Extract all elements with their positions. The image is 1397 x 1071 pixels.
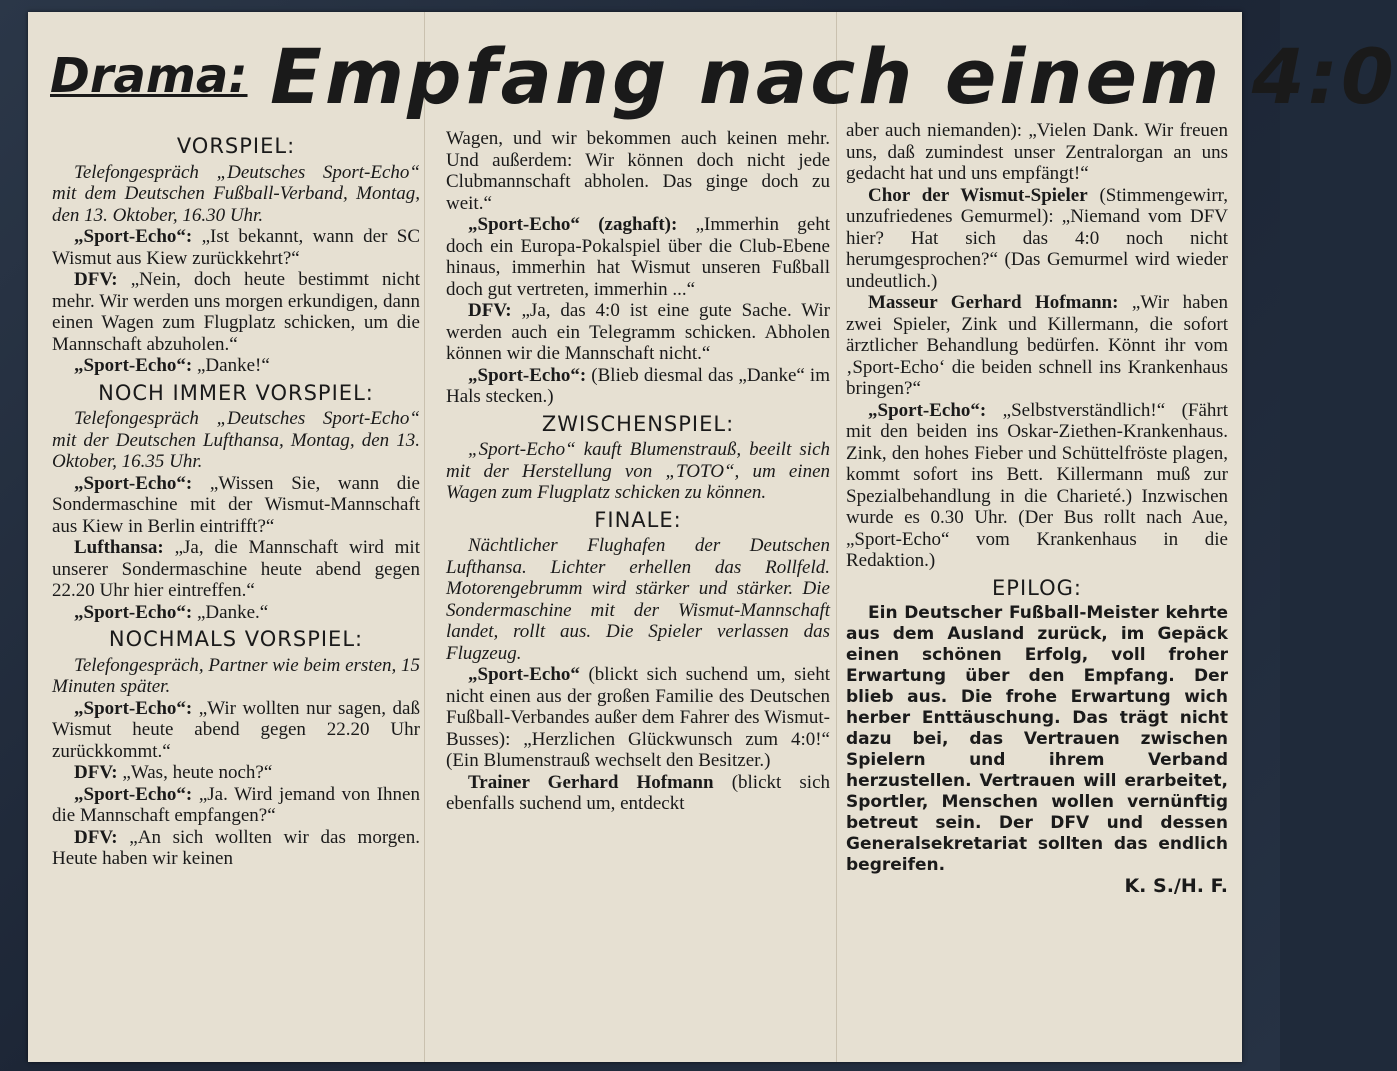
dialogue-text: „Danke!“: [192, 355, 270, 376]
scene-description: Telefongespräch, Partner wie beim ersten, 15 Minuten später.: [52, 654, 421, 697]
article-column-3: [846, 120, 1228, 1052]
newspaper-clipping: [28, 12, 1397, 1062]
epilog-paragraph: Ein Deutscher Fußball-Meister kehrte aus dem Ausland zurück, im Gepäck einen schönen Erfolg, voll froher Erwartung über den Empfang. Der blieb aus. Die frohe Erwartung wich herber Enttäuschung. Das trägt nicht dazu bei, das Vertrauen zwischen Spielern und ihrem Verband herzustellen. Vertrauen will erarbeitet, Sportler, Menschen wollen vernünftig betreut sein. Der DFV und dessen Generalsekretariat sollten das endlich begreifen.: [846, 603, 1228, 875]
headline: [42, 30, 1397, 121]
dialogue-text: „Immerhin geht doch ein Europa-Pokalspiel über die Club-Ebene hinaus, immerhin hat Wismut unseren Fußball doch gut vertreten, immerhin ...“: [446, 214, 830, 300]
section-heading: EPILOG:: [992, 575, 1082, 600]
dialogue-paragraph: [846, 185, 1228, 293]
speaker-name: DFV:: [468, 300, 512, 321]
dialogue-paragraph: [446, 214, 830, 300]
headline-title: Empfang nach einem 4:0: [270, 32, 1397, 121]
dialogue-paragraph: [52, 537, 420, 602]
speaker-name: „Sport-Echo“:: [74, 472, 193, 494]
scene-description: Telefongespräch „Deutsches Sport-Echo“ mit der Deutschen Lufthansa, Montag, den 13. Oktober, 16.35 Uhr.: [52, 408, 420, 472]
dialogue-text: (Blieb diesmal das „Danke“ im Hals stecken.): [446, 364, 830, 407]
speaker-name: DFV:: [74, 762, 118, 783]
dialogue-text: „Danke.“: [192, 601, 269, 623]
dialogue-paragraph: [846, 292, 1228, 400]
article-column-2: [446, 128, 830, 1052]
dialogue-paragraph: [52, 698, 420, 763]
speaker-name: Trainer Gerhard Hofmann: [468, 771, 714, 793]
dialogue-text: „Ja. Wird jemand von Ihnen die Mannschaft empfangen?“: [52, 783, 420, 826]
dialogue-text: (Stimmengewirr, unzufriedenes Gemurmel): „Niemand vom DFV hier? Hat sich das 4:0 noch nicht herumgesprochen?“ (Das Gemurmel wird wieder undeutlich.): [846, 184, 1228, 292]
speaker-name: „Sport-Echo“:: [868, 399, 987, 421]
dialogue-paragraph: [446, 772, 830, 815]
dialogue-paragraph: [52, 226, 420, 269]
speaker-name: „Sport-Echo“:: [74, 697, 193, 719]
section-heading: NOCHMALS VORSPIEL:: [108, 627, 364, 651]
section-heading: NOCH IMMER VORSPIEL:: [98, 380, 374, 405]
dialogue-text: „Was, heute noch?“: [117, 762, 273, 783]
section-heading: ZWISCHENSPIEL:: [541, 411, 735, 436]
scene-description: Nächtlicher Flughafen der Deutschen Lufthansa. Lichter erhellen das Rollfeld. Motorengebrumm wird stärker und stärker. Die Sondermaschine mit der Wismut-Mannschaft landet, rollt aus. Die Spieler verlassen das Flugzeug.: [446, 535, 830, 664]
dialogue-paragraph: [52, 473, 420, 538]
speaker-name: DFV:: [74, 269, 118, 290]
speaker-name: Chor der Wismut-Spieler: [868, 184, 1088, 206]
column-rule: [424, 12, 425, 1062]
dialogue-paragraph: [52, 784, 420, 827]
scene-description: „Sport-Echo“ kauft Blumenstrauß, beeilt sich mit der Herstellung von „TOTO“, um einen Wagen zum Flugplatz schicken zu können.: [446, 439, 830, 503]
dialogue-text: „Wir wollten nur sagen, daß Wismut heute abend gegen 22.20 Uhr zurückkommt.“: [52, 697, 420, 762]
section-heading: VORSPIEL:: [176, 134, 296, 158]
speaker-name: „Sport-Echo“:: [74, 783, 193, 805]
dialogue-paragraph: [446, 664, 830, 772]
dialogue-text: „Wissen Sie, wann die Sondermaschine mit der Wismut-Mannschaft aus Kiew in Berlin eintrifft?“: [52, 472, 420, 537]
speaker-name: Masseur Gerhard Hofmann:: [868, 292, 1119, 313]
dialogue-text: „Nein, doch heute bestimmt nicht mehr. Wir werden uns morgen erkundigen, dann einen Wagen zum Flugplatz schicken, um die Mannschaft abzuholen.“: [52, 269, 420, 355]
author-signature: K. S./H. F.: [1124, 875, 1228, 897]
article-column-1: [52, 130, 420, 1052]
dialogue-text: „Ja, die Mannschaft wird mit unserer Sondermaschine heute abend gegen 22.20 Uhr hier eintreffen.“: [52, 537, 420, 601]
section-heading: FINALE:: [594, 507, 682, 532]
dialogue-text: „Ja, das 4:0 ist eine gute Sache. Wir werden auch ein Telegramm schicken. Abholen können wir die Mannschaft nicht.“: [446, 300, 830, 364]
speaker-name: „Sport-Echo“:: [468, 364, 587, 386]
dialogue-text: „Wir haben zwei Spieler, Zink und Killermann, die sofort ärztlicher Behandlung bedürfen. Könnt ihr vom ‚Sport-Echo‘ die beiden schnell ins Krankenhaus bringen?“: [846, 292, 1228, 399]
speaker-name: „Sport-Echo“ (zaghaft):: [468, 214, 678, 235]
speaker-name: „Sport-Echo“: [468, 664, 580, 685]
scene-description: Telefongespräch „Deutsches Sport-Echo“ mit dem Deutschen Fußball-Verband, Montag, den 13. Oktober, 16.30 Uhr.: [52, 161, 420, 226]
column-rule: [836, 12, 837, 1062]
headline-kicker: Drama:: [50, 48, 248, 104]
speaker-name: „Sport-Echo“:: [74, 601, 193, 623]
dialogue-paragraph: [446, 365, 830, 408]
dialogue-text: (blickt sich suchend um, sieht nicht einen aus der großen Familie des Deutschen Fußball-Verbandes außer dem Fahrer des Wismut-Busses): „Herzlichen Glückwunsch zum 4:0!“ (Ein Blumenstrauß wechselt den Besitzer.): [446, 664, 830, 771]
speaker-name: „Sport-Echo“:: [74, 355, 193, 376]
dialogue-paragraph: [446, 300, 830, 365]
continued-paragraph: aber auch niemanden): „Vielen Dank. Wir freuen uns, daß zumindest unser Zentralorgan an uns gedacht hat und uns empfängt!“: [846, 120, 1228, 184]
dialogue-paragraph: [52, 269, 420, 355]
dialogue-text: „Selbstverständlich!“ (Fährt mit den beiden ins Oskar-Ziethen-Krankenhaus. Zink, den hohes Fieber und Schüttelfröste plagen, kommt sofort ins Bett. Killermann muß zur Spezialbehandlung in die Charieté.) Inzwischen wurde es 0.30 Uhr. (Der Bus rollt nach Aue, „Sport-Echo“ vom Krankenhaus in die Redaktion.): [846, 399, 1228, 571]
dialogue-paragraph: [52, 762, 420, 784]
dialogue-paragraph: [52, 355, 420, 377]
speaker-name: DFV:: [74, 826, 118, 848]
dialogue-paragraph: [52, 602, 420, 624]
dialogue-text: „An sich wollten wir das morgen. Heute haben wir keinen: [52, 826, 420, 869]
speaker-name: Lufthansa:: [74, 537, 164, 558]
continued-paragraph: Wagen, und wir bekommen auch keinen mehr. Und außerdem: Wir können doch nicht jede Clubmannschaft abholen. Das ginge doch zu weit.“: [446, 128, 830, 214]
dialogue-paragraph: [52, 827, 420, 870]
speaker-name: „Sport-Echo“:: [74, 226, 193, 247]
dialogue-paragraph: [846, 400, 1228, 572]
dialogue-text: (blickt sich ebenfalls suchend um, entdeckt: [446, 771, 831, 814]
dialogue-text: „Ist bekannt, wann der SC Wismut aus Kiew zurückkehrt?“: [52, 226, 420, 269]
